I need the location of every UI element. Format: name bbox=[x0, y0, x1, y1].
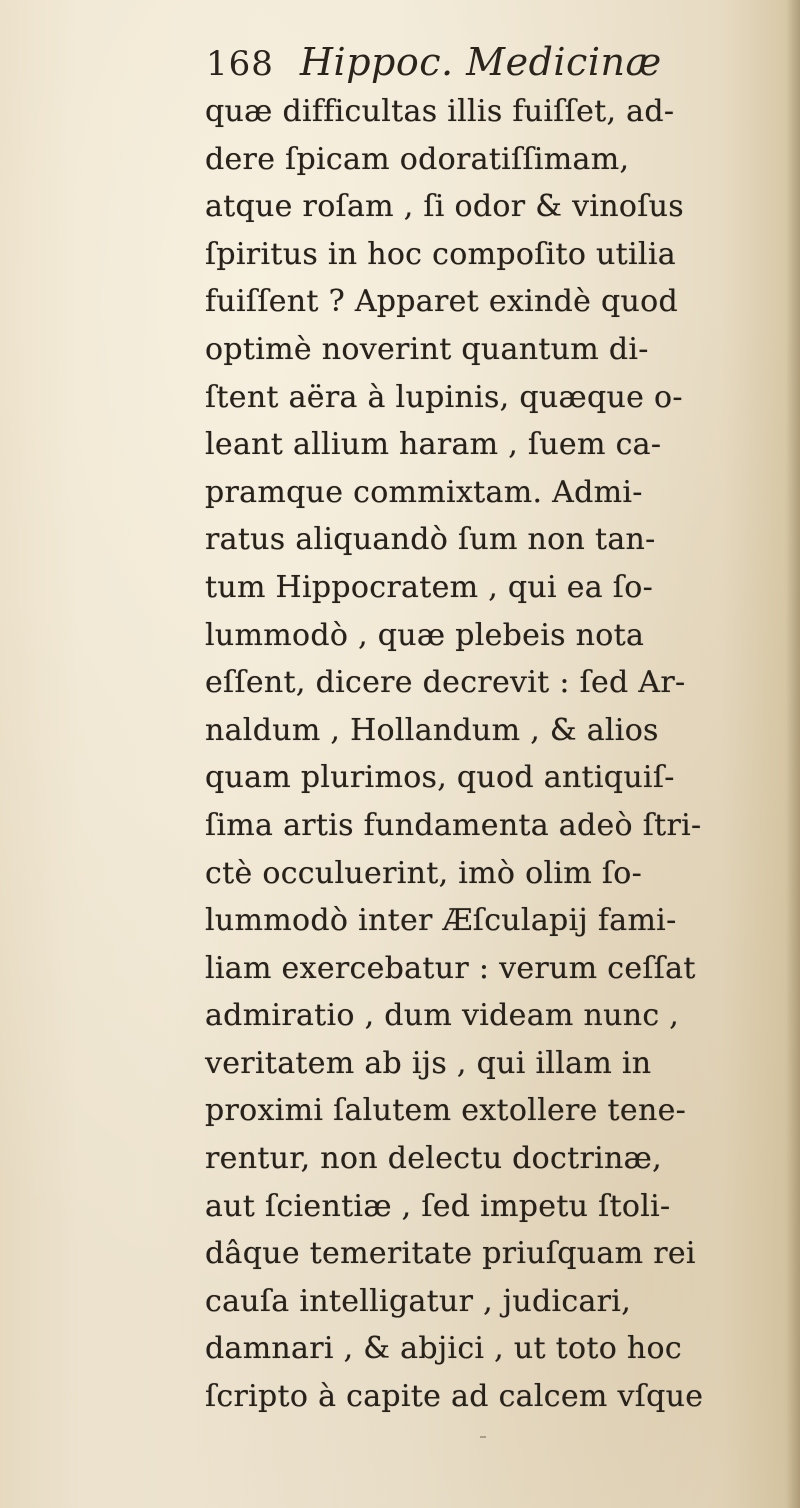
text-line: admiratio , dum videam nunc , bbox=[205, 998, 680, 1034]
text-line: veritatem ab ijs , qui illam in bbox=[205, 1045, 652, 1081]
text-line: cauſa intelligatur , judicari, bbox=[205, 1283, 632, 1319]
text-line: ſcripto à capite ad calcem vſque bbox=[205, 1379, 704, 1415]
text-line: eſſent, dicere decrevit : ſed Ar- bbox=[205, 665, 686, 701]
body-text bbox=[205, 88, 775, 1421]
text-line: rentur, non delectu doctrinæ, bbox=[205, 1141, 662, 1177]
text-line: optimè noverint quantum di- bbox=[205, 331, 649, 367]
text-line: lummodò inter Æſculapij fami- bbox=[205, 903, 677, 939]
text-line: ſima artis fundamenta adeò ſtri- bbox=[205, 807, 702, 843]
text-line: ctè occuluerint, imò olim ſo- bbox=[205, 855, 643, 891]
text-line: quam plurimos, quod antiquiſ- bbox=[205, 760, 675, 796]
page-number: 168 bbox=[206, 44, 274, 84]
text-line: proximi ſalutem extollere tene- bbox=[205, 1093, 687, 1129]
text-line: damnari , & abjici , ut toto hoc bbox=[205, 1331, 682, 1367]
text-line: liam exercebatur : verum ceſſat bbox=[205, 950, 696, 986]
text-line: naldum , Hollandum , & alios bbox=[205, 712, 659, 748]
running-head: Hippoc. Medicinæ bbox=[299, 40, 662, 84]
text-line: leant allium haram , ſuem ca- bbox=[205, 427, 662, 463]
print-mark bbox=[480, 1436, 486, 1438]
text-line: atque roſam , ſi odor & vinoſus bbox=[205, 189, 684, 225]
text-line: ratus aliquandò ſum non tan- bbox=[205, 522, 656, 558]
text-line: aut ſcientiæ , ſed impetu ſtoli- bbox=[205, 1188, 671, 1224]
text-line: quæ difficultas illis fuiſſet, ad- bbox=[205, 94, 675, 129]
text-line: lummodò , quæ plebeis nota bbox=[205, 617, 645, 653]
text-line: pramque commixtam. Admi- bbox=[205, 474, 643, 510]
text-line: dâque temeritate priuſquam rei bbox=[205, 1236, 696, 1272]
text-line: ſtent aëra à lupinis, quæque o- bbox=[205, 379, 683, 415]
text-line: fuiſſent ? Apparet exindè quod bbox=[205, 284, 679, 320]
text-line: ſpiritus in hoc compoſito utilia bbox=[205, 236, 676, 272]
page-edge-shadow bbox=[786, 0, 800, 1508]
text-line: tum Hippocratem , qui ea ſo- bbox=[205, 569, 654, 605]
text-line: dere ſpicam odoratiſſimam, bbox=[205, 141, 630, 177]
